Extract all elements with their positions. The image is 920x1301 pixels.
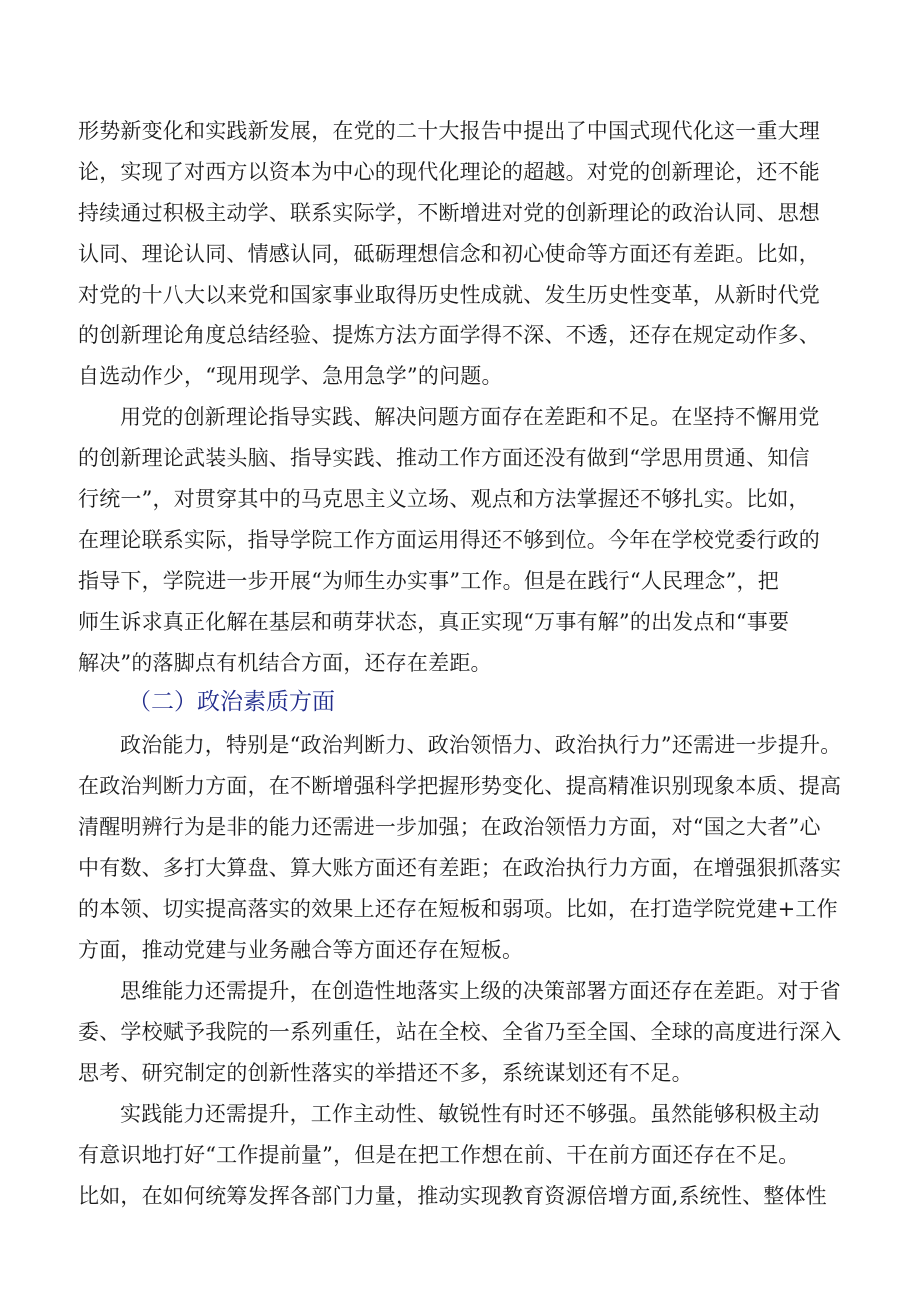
body-text-line: 持续通过积极主动学、联系实际学，不断增进对党的创新理论的政治认同、思想 — [78, 201, 820, 225]
body-text-line: 行统一”，对贯穿其中的马克思主义立场、观点和方法掌握还不够扎实。比如， — [78, 487, 810, 511]
body-text-line: 方面，推动党建与业务融合等方面还存在短板。 — [78, 938, 524, 962]
body-text-line: 清醒明辨行为是非的能力还需进一步加强；在政治领悟力方面，对“国之大者”心 — [78, 815, 821, 839]
body-text-line: 师生诉求真正化解在基层和萌芽状态，真正实现“万事有解”的出发点和“事要 — [78, 610, 790, 634]
body-text-line: 委、学校赋予我院的一系列重任，站在全校、全省乃至全国、全球的高度进行深入 — [78, 1020, 842, 1044]
body-text-line: 指导下，学院进一步开展“为师生办实事”工作。但是在践行“人民理念”，把 — [78, 569, 779, 593]
body-text-line: 对党的十八大以来党和国家事业取得历史性成就、发生历史性变革，从新时代党 — [78, 283, 820, 307]
body-text-line: 思考、研究制定的创新性落实的举措还不多，系统谋划还有不足。 — [78, 1061, 693, 1085]
paragraph-first-line: 思维能力还需提升，在创造性地落实上级的决策部署方面还存在差距。对于省 — [120, 979, 841, 1003]
paragraph-first-line: 实践能力还需提升，工作主动性、敏锐性有时还不够强。虽然能够积极主动 — [120, 1102, 820, 1126]
section-heading: （二）政治素质方面 — [128, 689, 335, 715]
body-text-line: 论，实现了对西方以资本为中心的现代化理论的超越。对党的创新理论，还不能 — [78, 160, 820, 184]
body-text-line: 中有数、多打大算盘、算大账方面还有差距；在政治执行力方面，在增强狠抓落实 — [78, 856, 842, 880]
body-text-line: 解决”的落脚点有机结合方面，还存在差距。 — [78, 651, 492, 675]
body-text-line: 比如，在如何统筹发挥各部门力量，推动实现教育资源倍增方面,系统性、整体性 — [78, 1184, 827, 1208]
body-text-line: 的本领、切实提高落实的效果上还存在短板和弱项。比如，在打造学院党建+工作 — [78, 897, 838, 921]
body-text-line: 的创新理论武装头脑、指导实践、推动工作方面还没有做到“学思用贯通、知信 — [78, 446, 810, 470]
paragraph-first-line: 政治能力，特别是“政治判断力、政治领悟力、政治执行力”还需进一步提升。 — [120, 733, 842, 757]
body-text-line: 的创新理论角度总结经验、提炼方法方面学得不深、不透，还存在规定动作多、 — [78, 323, 820, 347]
body-text-line: 认同、理论认同、情感认同，砥砺理想信念和初心使命等方面还有差距。比如， — [78, 242, 820, 266]
body-text-line: 在政治判断力方面，在不断增强科学把握形势变化、提高精准识别现象本质、提高 — [78, 774, 842, 798]
body-text-line: 形势新变化和实践新发展，在党的二十大报告中提出了中国式现代化这一重大理 — [78, 119, 820, 143]
body-text-line: 自选动作少，“现用现学、急用急学”的问题。 — [78, 364, 503, 388]
body-text-line: 在理论联系实际，指导学院工作方面运用得还不够到位。今年在学校党委行政的 — [78, 528, 820, 552]
paragraph-first-line: 用党的创新理论指导实践、解决问题方面存在差距和不足。在坚持不懈用党 — [120, 405, 820, 429]
body-text-line: 有意识地打好“工作提前量”，但是在把工作想在前、干在前方面还存在不足。 — [78, 1143, 800, 1167]
